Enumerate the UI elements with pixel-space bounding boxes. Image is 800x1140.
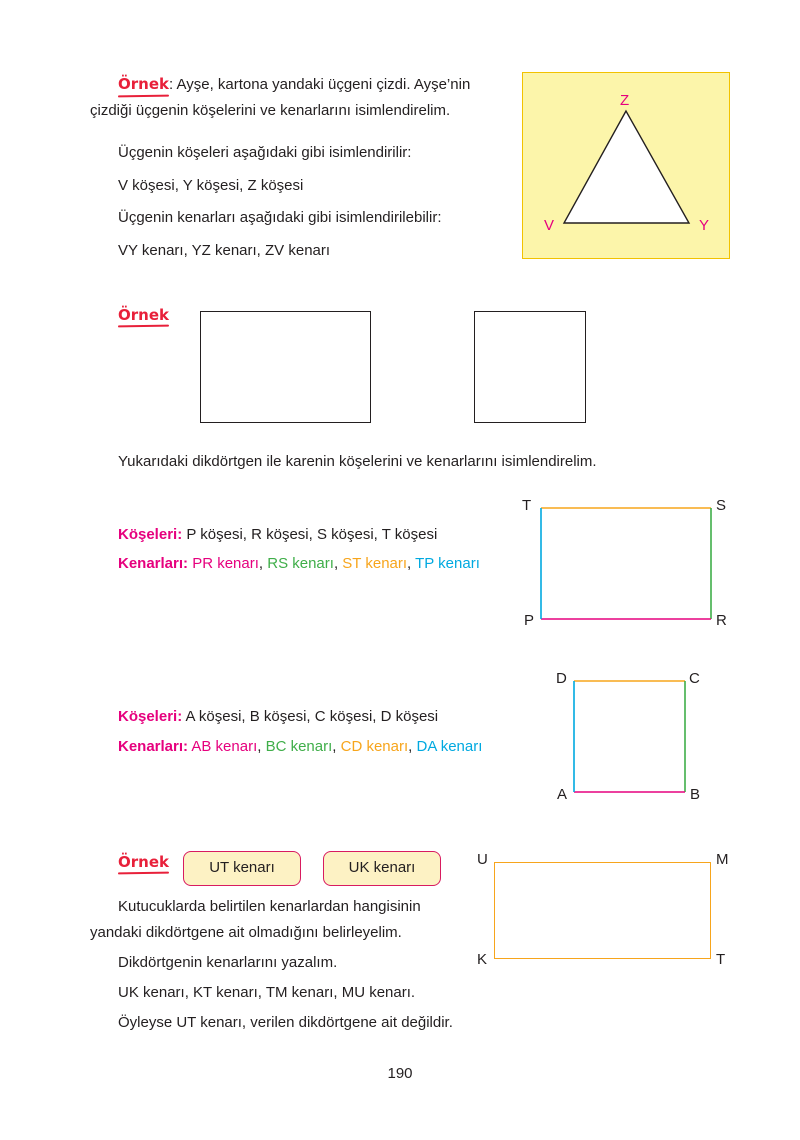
example1-line3: Üçgenin köşeleri aşağıdaki gibi isimlendirilir:: [118, 144, 412, 161]
chip-uk-kenari: UK kenarı: [323, 851, 441, 886]
square-edges-label: Kenarları:: [118, 738, 189, 755]
rect-edge-sep-3: ,: [407, 555, 412, 572]
chip-ut-kenari: UT kenarı: [183, 851, 301, 886]
example3-line3: Dikdörtgenin kenarlarını yazalım.: [118, 954, 338, 971]
example3-line2: yandaki dikdörtgene ait olmadığını belirleyelim.: [90, 924, 402, 941]
square-corners-text: A köşesi, B köşesi, C köşesi, D köşesi: [182, 708, 439, 725]
example3-heading-wrap: [118, 853, 169, 872]
square-vertex-a: A: [557, 786, 568, 803]
rect-ukmt-vertex-t: T: [716, 951, 726, 968]
example1-intro-text: Ayşe, kartona yandaki üçgeni çizdi. Ayşe’nin: [173, 76, 471, 93]
rect-vertex-s: S: [716, 497, 727, 514]
rect-corners-line: [118, 525, 437, 545]
square-edge-sep-1: ,: [257, 738, 262, 755]
rect-vertex-r: R: [716, 612, 727, 629]
rect-ukmt-vertex-m: M: [716, 851, 729, 868]
rect-vertex-t: T: [522, 497, 532, 514]
example1-heading: Örnek: [118, 75, 169, 93]
rect-corners-text: P köşesi, R köşesi, S köşesi, T köşesi: [182, 526, 438, 543]
square-edge-da: DA kenarı: [412, 738, 483, 755]
rect-edge-sep-1: ,: [258, 555, 264, 572]
square-vertex-d: D: [556, 670, 567, 687]
square-vertex-c: C: [689, 670, 700, 687]
rect-edge-sep-2: ,: [333, 555, 339, 572]
example2-instruction: Yukarıdaki dikdörtgen ile karenin köşelerini ve kenarlarını isimlendirelim.: [118, 453, 597, 470]
square-vertex-b: B: [690, 786, 701, 803]
square-edge-cd: CD kenarı: [336, 738, 409, 755]
example2-heading-wrap: [118, 306, 169, 325]
example2-rectangle: [200, 311, 371, 423]
rect-corners-label: Köşeleri:: [118, 526, 183, 543]
example3-line5: Öyleyse UT kenarı, verilen dikdörtgene ait değildir.: [118, 1014, 453, 1031]
example1-line6: VY kenarı, YZ kenarı, ZV kenarı: [118, 242, 331, 259]
rect-edges-label: Kenarları:: [118, 555, 189, 572]
square-edge-bc: BC kenarı: [261, 738, 333, 755]
rect-edges-line: [118, 554, 480, 574]
triangle-card: [522, 72, 730, 259]
example2-heading: Örnek: [118, 306, 169, 324]
square-edges-line: [118, 737, 482, 757]
square-abcd-figure: [565, 672, 695, 802]
triangle-vertex-y: Y: [699, 217, 710, 234]
example3-line4: UK kenarı, KT kenarı, TM kenarı, MU kenarı.: [118, 984, 416, 1001]
square-edge-sep-3: ,: [408, 738, 413, 755]
example3-line1: Kutucuklarda belirtilen kenarlardan hangisinin: [118, 898, 421, 915]
rect-prst-figure: [530, 497, 730, 630]
example1-intro-line2: çizdiği üçgenin köşelerini ve kenarlarını isimlendirelim.: [90, 102, 451, 119]
rect-ukmt-vertex-k: K: [477, 951, 488, 968]
triangle-vertex-z: Z: [620, 92, 630, 109]
page-number: 190: [387, 1065, 413, 1082]
example1-line4: V köşesi, Y köşesi, Z köşesi: [118, 177, 304, 194]
square-corners-label: Köşeleri:: [118, 708, 183, 725]
rect-edge-rs: RS kenarı: [263, 555, 334, 572]
example3-heading: Örnek: [118, 853, 169, 871]
square-edge-sep-2: ,: [332, 738, 337, 755]
rect-ukmt: [494, 862, 711, 959]
triangle-shape: [564, 111, 689, 223]
rect-edge-pr: PR kenarı: [188, 555, 259, 572]
triangle-vertex-v: V: [544, 217, 555, 234]
example1-heading-colon: :: [168, 76, 174, 93]
square-corners-line: [118, 707, 438, 727]
rect-vertex-p: P: [524, 612, 535, 629]
rect-ukmt-vertex-u: U: [477, 851, 488, 868]
square-edge-ab: AB kenarı: [188, 738, 258, 755]
rect-edge-st: ST kenarı: [338, 555, 408, 572]
rect-edge-tp: TP kenarı: [411, 555, 480, 572]
example2-square: [474, 311, 586, 423]
example1-intro-line1: [118, 74, 470, 95]
example1-line5: Üçgenin kenarları aşağıdaki gibi isimlendirilebilir:: [118, 209, 442, 226]
